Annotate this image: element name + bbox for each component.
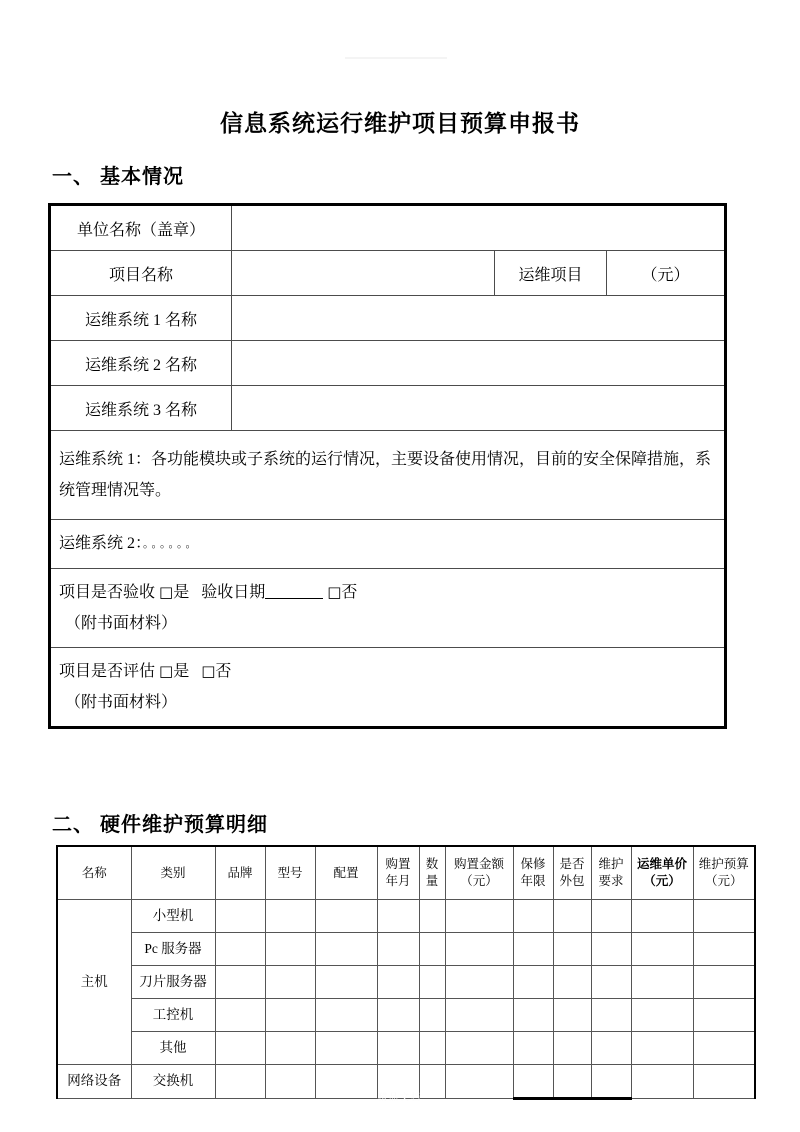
hardware-cell[interactable]	[553, 900, 591, 933]
hardware-col-header: 运维单价 （元）	[631, 846, 693, 900]
hardware-cell[interactable]	[419, 966, 445, 999]
hardware-col-header: 数 量	[419, 846, 445, 900]
hardware-cell[interactable]	[693, 999, 755, 1032]
hardware-cell[interactable]	[693, 1032, 755, 1065]
hardware-cell[interactable]	[591, 966, 631, 999]
system1-label: 运维系统 1 名称	[50, 296, 232, 341]
hardware-cell[interactable]	[445, 999, 513, 1032]
hardware-item-label: 小型机	[131, 900, 215, 933]
hardware-cell[interactable]	[377, 900, 419, 933]
table-row	[50, 648, 726, 728]
hardware-cell[interactable]	[553, 1032, 591, 1065]
hardware-cell[interactable]	[693, 933, 755, 966]
table-row	[50, 296, 726, 341]
hardware-cell[interactable]	[265, 966, 315, 999]
acceptance-no-label: 否	[341, 583, 358, 601]
project-name-value[interactable]	[232, 251, 495, 296]
table-row	[50, 205, 726, 251]
system3-value[interactable]	[232, 386, 726, 431]
hardware-cell[interactable]	[591, 933, 631, 966]
hardware-cell[interactable]	[631, 999, 693, 1032]
hardware-cell[interactable]	[377, 1032, 419, 1065]
hardware-cell[interactable]	[513, 933, 553, 966]
hardware-item-label: 工控机	[131, 999, 215, 1032]
table-row	[50, 341, 726, 386]
hardware-cell[interactable]	[419, 933, 445, 966]
hardware-cell[interactable]	[591, 1032, 631, 1065]
hardware-cell[interactable]	[315, 999, 377, 1032]
hardware-cell[interactable]	[215, 999, 265, 1032]
hardware-cell[interactable]	[631, 1032, 693, 1065]
hardware-cell[interactable]	[419, 900, 445, 933]
unit-name-value[interactable]	[232, 205, 726, 251]
table-row	[57, 966, 755, 999]
hardware-col-header: 维护 要求	[591, 846, 631, 900]
basic-info-table	[48, 203, 727, 729]
hardware-cell[interactable]	[377, 933, 419, 966]
hardware-cell[interactable]	[265, 1032, 315, 1065]
hardware-cell[interactable]	[445, 933, 513, 966]
evaluation-note: （附书面材料）	[65, 694, 178, 711]
hardware-cell[interactable]	[631, 966, 693, 999]
system3-label: 运维系统 3 名称	[50, 386, 232, 431]
section-heading-hardware: 二、 硬件维护预算明细	[52, 814, 268, 836]
hardware-cell[interactable]	[445, 1032, 513, 1065]
hardware-col-header: 类别	[131, 846, 215, 900]
hardware-cell[interactable]	[215, 933, 265, 966]
system1-description[interactable]: 运维系统 1：各功能模块或子系统的运行情况，主要设备使用情况，目前的安全保障措施，系统管理情况等。	[50, 431, 726, 520]
hardware-col-header: 维护预算 （元）	[693, 846, 755, 900]
page-watermark: 精品文档	[377, 1092, 422, 1102]
acceptance-row	[50, 569, 726, 648]
hardware-col-header: 品牌	[215, 846, 265, 900]
acceptance-date-input[interactable]	[265, 598, 323, 599]
hardware-cell[interactable]	[377, 966, 419, 999]
hardware-cell[interactable]	[315, 900, 377, 933]
hardware-col-header: 购置 年月	[377, 846, 419, 900]
table-row	[50, 251, 726, 296]
hardware-cell[interactable]	[215, 900, 265, 933]
system1-value[interactable]	[232, 296, 726, 341]
evaluation-no-label: 否	[215, 662, 232, 680]
table-row	[50, 386, 726, 431]
hardware-item-label: 其他	[131, 1032, 215, 1065]
hardware-cell[interactable]	[591, 900, 631, 933]
hardware-cell[interactable]	[265, 933, 315, 966]
hardware-cell[interactable]	[377, 999, 419, 1032]
table-row	[57, 933, 755, 966]
hardware-cell[interactable]	[419, 1032, 445, 1065]
evaluation-row	[50, 648, 726, 728]
hardware-cell[interactable]	[553, 999, 591, 1032]
table-row	[57, 999, 755, 1032]
hardware-col-header: 是否 外包	[553, 846, 591, 900]
hardware-cell[interactable]	[513, 999, 553, 1032]
hardware-cell[interactable]	[513, 966, 553, 999]
hardware-group-label: 主机	[57, 900, 131, 1065]
evaluation-yes-label: 是	[173, 662, 190, 680]
system2-description-dots: 。。。。。。	[143, 538, 200, 551]
system2-value[interactable]	[232, 341, 726, 386]
project-type-label: 运维项目	[495, 251, 607, 296]
acceptance-yes-label: 是	[173, 583, 190, 601]
system2-description[interactable]	[50, 520, 726, 569]
hardware-cell[interactable]	[215, 966, 265, 999]
project-name-label: 项目名称	[50, 251, 232, 296]
acceptance-yes-checkbox[interactable]: □	[159, 582, 174, 601]
section-heading-basic: 一、 基本情况	[52, 166, 184, 188]
hardware-table-body	[57, 900, 755, 1099]
table-row	[50, 520, 726, 569]
hardware-cell[interactable]	[513, 1032, 553, 1065]
hardware-cell[interactable]	[265, 900, 315, 933]
hardware-col-header: 名称	[57, 846, 131, 900]
system2-label: 运维系统 2 名称	[50, 341, 232, 386]
hardware-cell[interactable]	[553, 933, 591, 966]
table-row	[50, 431, 726, 520]
hardware-group-label: 网络设备	[57, 1065, 131, 1099]
hardware-cell[interactable]	[693, 900, 755, 933]
hardware-cell[interactable]	[631, 900, 693, 933]
hardware-col-header: 配置	[315, 846, 377, 900]
hardware-cell[interactable]	[591, 999, 631, 1032]
table-row	[50, 569, 726, 648]
acceptance-date-label: 验收日期	[201, 583, 266, 601]
hardware-cell[interactable]	[315, 966, 377, 999]
hardware-cell[interactable]	[215, 1032, 265, 1065]
hardware-col-header: 型号	[265, 846, 315, 900]
evaluation-no-checkbox[interactable]: □	[201, 661, 216, 680]
hardware-cell[interactable]	[315, 1032, 377, 1065]
hardware-col-header: 购置金额 （元）	[445, 846, 513, 900]
page-title: 信息系统运行维护项目预算申报书	[220, 111, 580, 136]
acceptance-note: （附书面材料）	[65, 615, 178, 632]
hardware-cell[interactable]	[265, 999, 315, 1032]
page-header-rule	[345, 57, 447, 59]
hardware-cell[interactable]	[445, 966, 513, 999]
acceptance-no-checkbox[interactable]: □	[327, 582, 342, 601]
hardware-cell[interactable]	[631, 933, 693, 966]
hardware-cell[interactable]	[513, 900, 553, 933]
project-amount-label: （元）	[607, 251, 726, 296]
hardware-cell[interactable]	[693, 966, 755, 999]
hardware-col-header: 保修 年限	[513, 846, 553, 900]
evaluation-label: 项目是否评估	[59, 662, 156, 680]
hardware-item-label: 交换机	[131, 1065, 215, 1099]
hardware-item-label: 刀片服务器	[131, 966, 215, 999]
table-row	[57, 1032, 755, 1065]
acceptance-label: 项目是否验收	[59, 583, 156, 601]
hardware-table-header-row	[57, 846, 755, 900]
evaluation-yes-checkbox[interactable]: □	[159, 661, 174, 680]
hardware-cell[interactable]	[419, 999, 445, 1032]
table-row	[57, 900, 755, 933]
system2-description-prefix: 运维系统 2：	[59, 535, 144, 553]
hardware-item-label: Pc 服务器	[131, 933, 215, 966]
hardware-cell[interactable]	[315, 933, 377, 966]
unit-name-label: 单位名称（盖章）	[50, 205, 232, 251]
hardware-budget-table	[56, 845, 756, 1100]
hardware-cell[interactable]	[445, 900, 513, 933]
hardware-cell[interactable]	[553, 966, 591, 999]
